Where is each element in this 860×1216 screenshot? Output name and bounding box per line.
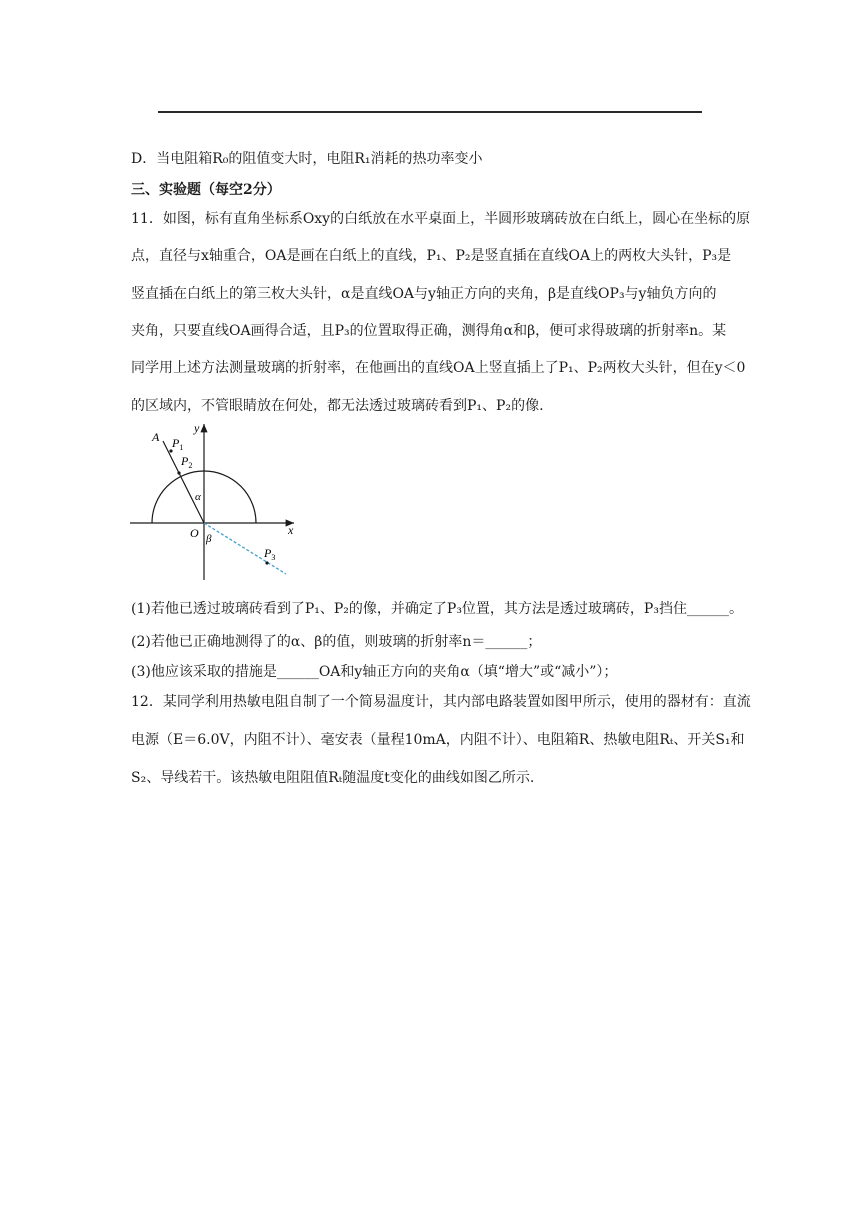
label-alpha: α [195, 491, 201, 503]
label-beta: β [206, 533, 212, 545]
top-divider [158, 111, 702, 113]
label-x-axis: x [288, 523, 294, 537]
q11-line-5: 同学用上述方法测量玻璃的折射率，在他画出的直线OA上竖直插上了P₁、P₂两枚大头针，但在y＜0 [131, 360, 746, 376]
q11-part-3: (3)他应该采取的措施是______OA和y轴正方向的夹角α（填“增大”或“减小”）； [131, 664, 618, 680]
q12-line-1: 12．某同学利用热敏电阻自制了一个简易温度计，其内部电路装置如图甲所示，使用的器材有：直流 [131, 694, 751, 710]
pin-p2 [177, 471, 180, 474]
refraction-figure [126, 420, 306, 590]
label-y-axis: y [194, 421, 200, 435]
q11-line-4: 夹角，只要直线OA画得合适，且P₃的位置取得正确，测得角α和β，便可求得玻璃的折射率n。某 [131, 323, 727, 339]
pin-p3 [265, 561, 268, 564]
label-p2: $P_2$ [181, 454, 193, 470]
option-d: D．当电阻箱R₀的阻值变大时，电阻R₁消耗的热功率变小 [131, 151, 483, 167]
q11-part-1: (1)若他已透过玻璃砖看到了P₁、P₂的像，并确定了P₃位置，其方法是透过玻璃砖，P₃挡住______。 [131, 601, 743, 617]
q11-part-2: (2)若他已正确地测得了的α、β的值，则玻璃的折射率n＝______； [131, 634, 542, 650]
q12-line-3: S₂、导线若干。该热敏电阻阻值Rₜ随温度t变化的曲线如图乙所示. [131, 770, 535, 786]
q11-line-6: 的区域内，不管眼睛放在何处，都无法透过玻璃砖看到P₁、P₂的像. [131, 398, 544, 414]
q11-line-2: 点，直径与x轴重合，OA是画在白纸上的直线，P₁、P₂是竖直插在直线OA上的两枚大头针，P₃是 [131, 248, 732, 264]
refracted-ray-op3 [204, 523, 286, 574]
section-heading: 三、实验题（每空2分） [131, 182, 281, 198]
label-p3: $P_3$ [264, 546, 276, 562]
label-origin: O [190, 526, 199, 540]
q11-line-3: 竖直插在白纸上的第三枚大头针，α是直线OA与y轴正方向的夹角，β是直线OP₃与y轴负方向的 [131, 286, 717, 302]
q12-line-2: 电源（E＝6.0V，内阻不计）、毫安表（量程10mA，内阻不计）、电阻箱R、热敏电阻Rₜ、开关S₁和 [131, 732, 745, 748]
refraction-diagram [126, 420, 306, 590]
label-p1: $P_1$ [172, 436, 184, 452]
q11-line-1: 11．如图，标有直角坐标系Oxy的白纸放在水平桌面上，半圆形玻璃砖放在白纸上，圆心在坐标的原 [131, 211, 751, 227]
label-a: A [152, 430, 160, 444]
